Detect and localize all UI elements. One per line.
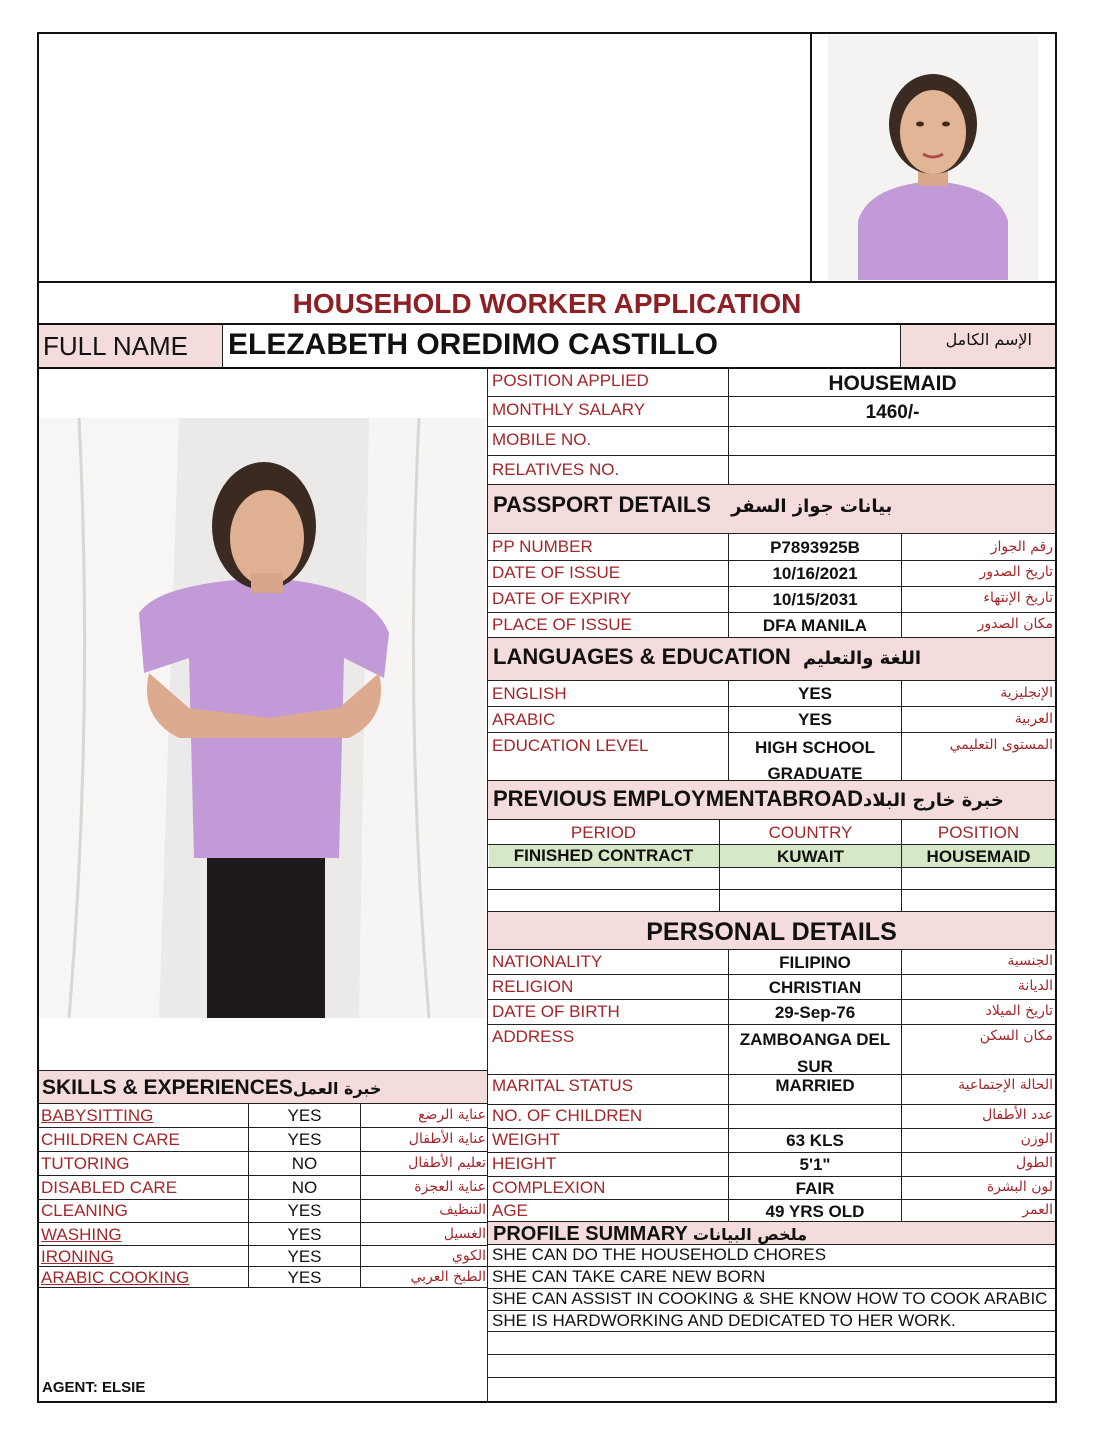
employment-heading-text: PREVIOUS EMPLOYMENTABROAD bbox=[493, 786, 863, 811]
english-arabic: الإنجليزية bbox=[1000, 685, 1053, 701]
marital-status-value: MARRIED bbox=[775, 1076, 855, 1095]
no-of-children-label: NO. OF CHILDREN bbox=[492, 1106, 643, 1125]
position-applied-value: HOUSEMAID bbox=[828, 372, 957, 395]
full-name-label: FULL NAME bbox=[43, 331, 188, 361]
profile-line-2: SHE CAN TAKE CARE NEW BORN bbox=[492, 1267, 766, 1286]
date-of-expiry-arabic: تاريخ الإنتهاء bbox=[983, 590, 1053, 606]
employment-period-value: FINISHED CONTRACT bbox=[513, 846, 694, 865]
skill-cleaning-label: CLEANING bbox=[41, 1201, 128, 1220]
divider bbox=[810, 34, 812, 281]
page-title: HOUSEHOLD WORKER APPLICATION bbox=[292, 288, 802, 319]
skill-tutoring-arabic: تعليم الأطفال bbox=[408, 1155, 486, 1171]
english-value: YES bbox=[797, 684, 833, 703]
skill-babysitting-arabic: عناية الرضع bbox=[418, 1107, 486, 1123]
skill-ironing-label: IRONING bbox=[41, 1247, 114, 1266]
marital-status-arabic: الحالة الإجتماعية bbox=[958, 1077, 1053, 1093]
date-of-expiry-label: DATE OF EXPIRY bbox=[492, 589, 632, 608]
skill-arabic-cooking-arabic: الطبخ العربي bbox=[410, 1269, 486, 1285]
skills-heading bbox=[42, 1074, 381, 1103]
date-of-issue-arabic: تاريخ الصدور bbox=[979, 564, 1053, 580]
employment-heading-arabic: خبرة خارج البلاد bbox=[862, 790, 1004, 811]
full-name-value: ELEZABETH OREDIMO CASTILLO bbox=[228, 328, 718, 361]
skill-arabic-cooking-label: ARABIC COOKING bbox=[41, 1268, 190, 1287]
skill-disabled-care-value: NO bbox=[291, 1178, 318, 1197]
skill-tutoring-value: NO bbox=[291, 1154, 318, 1173]
no-of-children-arabic: عدد الأطفال bbox=[982, 1107, 1053, 1123]
date-of-birth-arabic: تاريخ الميلاد bbox=[985, 1003, 1053, 1019]
address-label: ADDRESS bbox=[492, 1027, 575, 1046]
religion-arabic: الديانة bbox=[1017, 978, 1053, 994]
skill-children-care-value: YES bbox=[287, 1130, 322, 1149]
skill-washing-value: YES bbox=[287, 1225, 322, 1244]
logo-area bbox=[39, 34, 810, 281]
languages-heading bbox=[493, 643, 921, 673]
passport-heading bbox=[493, 491, 892, 521]
place-of-issue-value: DFA MANILA bbox=[762, 616, 868, 635]
divider bbox=[39, 281, 1055, 283]
height-arabic: الطول bbox=[1015, 1155, 1053, 1171]
weight-label: WEIGHT bbox=[492, 1130, 560, 1149]
languages-heading-text: LANGUAGES & EDUCATION bbox=[493, 644, 791, 669]
skill-tutoring-label: TUTORING bbox=[41, 1154, 130, 1173]
complexion-value: FAIR bbox=[795, 1179, 835, 1198]
employment-col-period: PERIOD bbox=[570, 823, 637, 842]
full-body-photo bbox=[39, 418, 486, 1018]
address-value: ZAMBOANGA DEL SUR bbox=[739, 1030, 891, 1074]
skill-children-care-arabic: عناية الأطفال bbox=[408, 1131, 486, 1147]
skills-heading-arabic: خبرة العمل bbox=[292, 1079, 382, 1098]
skill-ironing-value: YES bbox=[287, 1247, 322, 1266]
employment-col-country: COUNTRY bbox=[768, 823, 853, 842]
education-level-value: HIGH SCHOOL GRADUATE bbox=[755, 738, 875, 780]
employment-col-position: POSITION bbox=[937, 823, 1020, 842]
english-label: ENGLISH bbox=[492, 684, 567, 703]
skill-babysitting-value: YES bbox=[287, 1106, 322, 1125]
skill-washing-label: WASHING bbox=[41, 1225, 122, 1244]
religion-value: CHRISTIAN bbox=[768, 978, 862, 997]
skill-disabled-care-arabic: عناية العجزة bbox=[414, 1179, 486, 1195]
arabic-value: YES bbox=[797, 710, 833, 729]
employment-position-value: HOUSEMAID bbox=[926, 847, 1031, 866]
date-of-issue-value: 10/16/2021 bbox=[772, 564, 858, 583]
date-of-birth-label: DATE OF BIRTH bbox=[492, 1002, 620, 1021]
date-of-issue-label: DATE OF ISSUE bbox=[492, 563, 621, 582]
skill-cleaning-arabic: التنظيف bbox=[439, 1202, 486, 1218]
personal-heading: PERSONAL DETAILS bbox=[646, 918, 897, 946]
nationality-arabic: الجنسية bbox=[1007, 953, 1053, 969]
nationality-value: FILIPINO bbox=[779, 953, 851, 972]
height-label: HEIGHT bbox=[492, 1154, 557, 1173]
portrait-photo bbox=[828, 36, 1038, 280]
age-label: AGE bbox=[492, 1201, 528, 1220]
weight-arabic: الوزن bbox=[1020, 1131, 1053, 1147]
date-of-expiry-value: 10/15/2031 bbox=[772, 590, 858, 609]
arabic-label: ARABIC bbox=[492, 710, 556, 729]
marital-status-label: MARITAL STATUS bbox=[492, 1076, 634, 1095]
profile-heading-arabic: ملخص البيانات bbox=[693, 1225, 808, 1244]
weight-value: 63 KLS bbox=[786, 1131, 844, 1150]
age-arabic: العمر bbox=[1022, 1202, 1053, 1218]
employment-country-value: KUWAIT bbox=[776, 847, 845, 866]
skills-heading-text: SKILLS & EXPERIENCES bbox=[42, 1076, 293, 1099]
profile-line-3: SHE CAN ASSIST IN COOKING & SHE KNOW HOW TO COOK ARABIC bbox=[492, 1289, 1048, 1308]
height-value: 5'1" bbox=[799, 1155, 831, 1174]
monthly-salary-label: MONTHLY SALARY bbox=[492, 400, 646, 419]
religion-label: RELIGION bbox=[492, 977, 574, 996]
profile-line-4: SHE IS HARDWORKING AND DEDICATED TO HER WORK. bbox=[492, 1311, 956, 1330]
languages-heading-arabic: اللغة والتعليم bbox=[802, 648, 922, 669]
skill-washing-arabic: الغسيل bbox=[443, 1226, 486, 1242]
skill-children-care-label: CHILDREN CARE bbox=[41, 1130, 180, 1149]
address-arabic: مكان السكن bbox=[979, 1028, 1053, 1044]
profile-line-1: SHE CAN DO THE HOUSEHOLD CHORES bbox=[492, 1245, 827, 1264]
skill-arabic-cooking-value: YES bbox=[287, 1268, 322, 1287]
place-of-issue-label: PLACE OF ISSUE bbox=[492, 615, 632, 634]
age-value: 49 YRS OLD bbox=[765, 1202, 865, 1221]
complexion-arabic: لون البشرة bbox=[986, 1179, 1053, 1195]
monthly-salary-value: 1460/- bbox=[865, 402, 920, 423]
skill-ironing-arabic: الكوي bbox=[451, 1248, 486, 1264]
pp-number-arabic: رقم الجواز bbox=[990, 539, 1053, 555]
agent-label: AGENT: ELSIE bbox=[42, 1379, 146, 1396]
skill-disabled-care-label: DISABLED CARE bbox=[41, 1178, 178, 1197]
passport-heading-text: PASSPORT DETAILS bbox=[493, 492, 711, 517]
education-level-arabic: المستوى التعليمي bbox=[949, 737, 1053, 753]
pp-number-value: P7893925B bbox=[770, 538, 860, 557]
complexion-label: COMPLEXION bbox=[492, 1178, 606, 1197]
full-name-arabic: الإسم الكامل bbox=[945, 330, 1032, 349]
place-of-issue-arabic: مكان الصدور bbox=[977, 616, 1053, 632]
arabic-arabic: العربية bbox=[1014, 711, 1053, 727]
relatives-no-label: RELATIVES NO. bbox=[492, 460, 620, 479]
mobile-no-label: MOBILE NO. bbox=[492, 430, 592, 449]
employment-heading bbox=[493, 785, 1004, 815]
nationality-label: NATIONALITY bbox=[492, 952, 603, 971]
pp-number-label: PP NUMBER bbox=[492, 537, 593, 556]
education-level-label: EDUCATION LEVEL bbox=[492, 736, 649, 755]
date-of-birth-value: 29-Sep-76 bbox=[774, 1003, 856, 1022]
profile-heading-text: PROFILE SUMMARY bbox=[493, 1223, 688, 1245]
skill-cleaning-value: YES bbox=[287, 1201, 322, 1220]
skill-babysitting-label: BABYSITTING bbox=[41, 1106, 154, 1125]
position-applied-label: POSITION APPLIED bbox=[492, 371, 649, 390]
passport-heading-arabic: بيانات جواز السفر bbox=[731, 496, 893, 517]
